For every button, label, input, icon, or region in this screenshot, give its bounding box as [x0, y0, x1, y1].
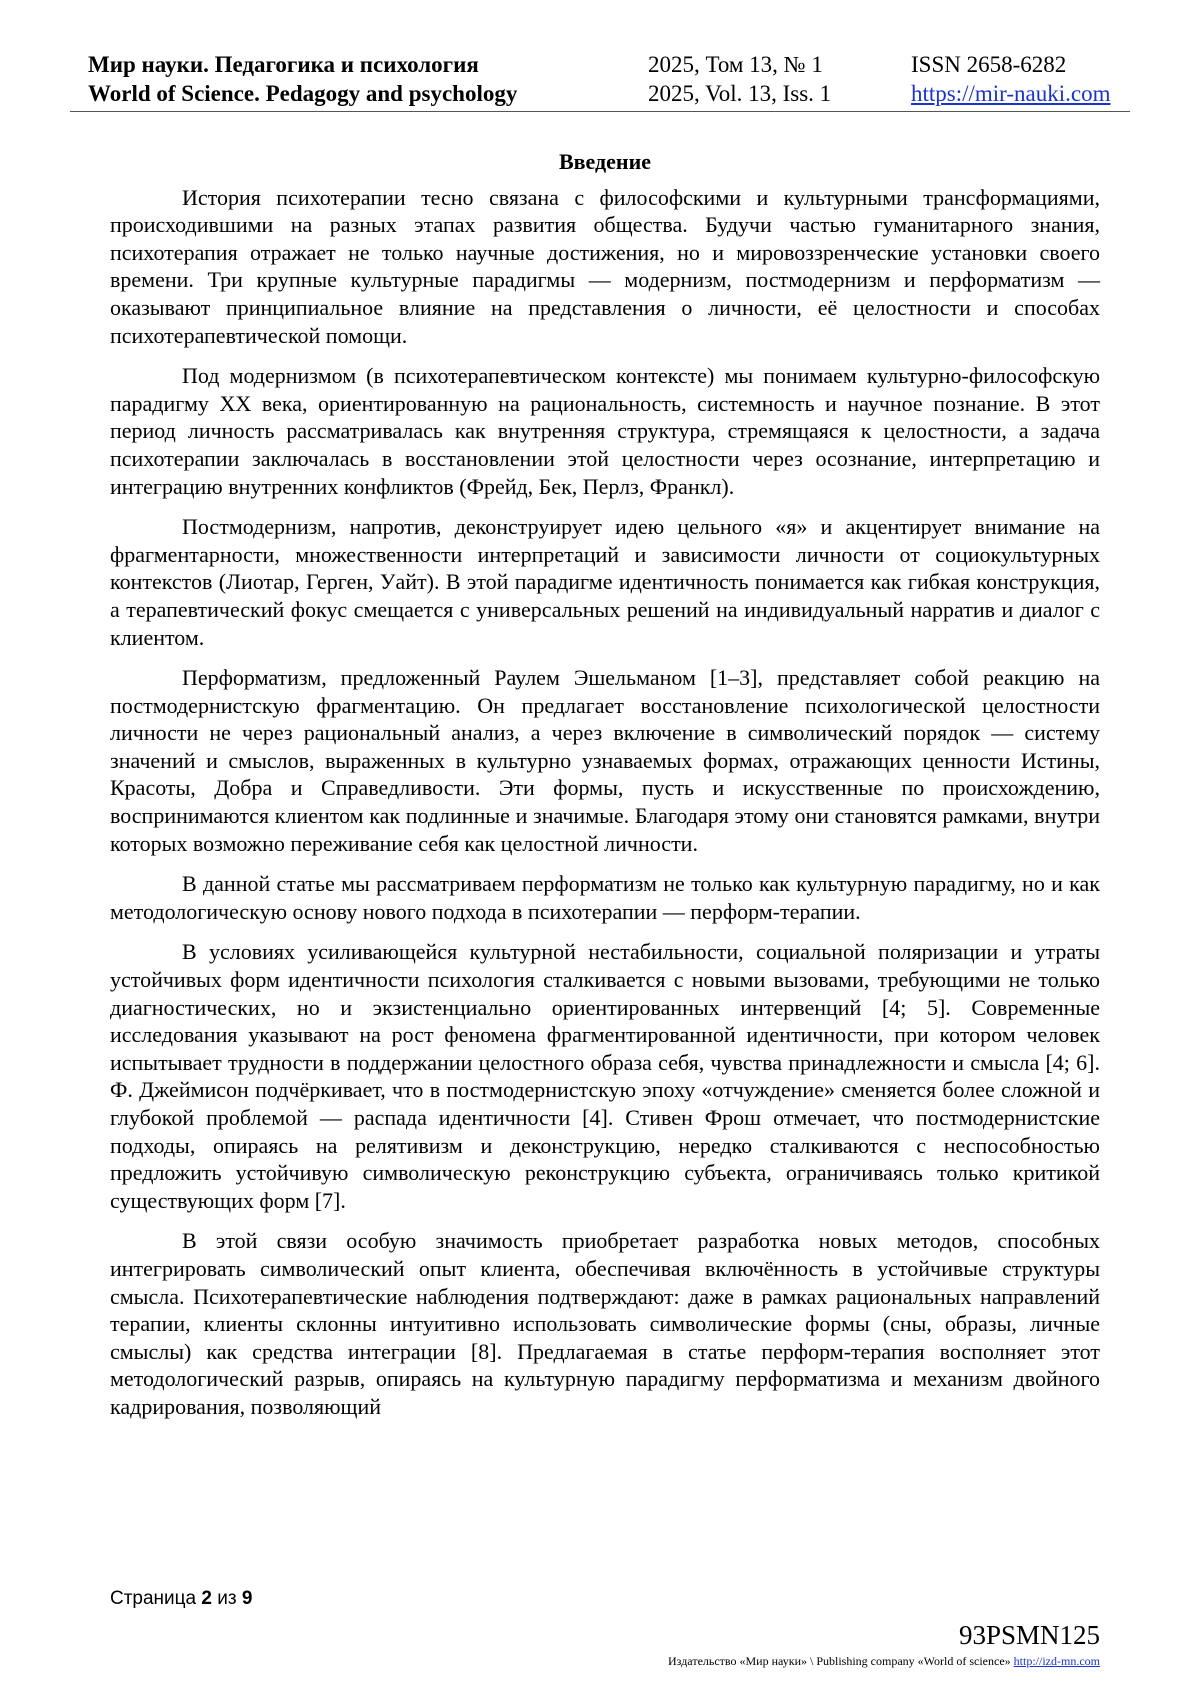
issue-info [648, 50, 831, 108]
journal-title-ru: Мир науки. Педагогика и психология [88, 52, 479, 77]
paragraph: В условиях усиливающейся культурной нестабильности, социальной поляризации и утраты устойчивых форм идентичности психология сталкивается с новыми вызовами, требующими не только диагностических, но и экзистенциально ориентированных интервенций [4; 5]. Современные исследования указывают на рост феномена фрагментированной идентичности, при котором человек испытывает трудности в поддержании целостного образа себя, чувства принадлежности и смысла [4; 6]. Ф. Джеймисон подчёркивает, что в постмодернистскую эпоху «отчуждение» сменяется более сложной и глубокой проблемой — распада идентичности [4]. Стивен Фрош отмечает, что постмодернистские подходы, опираясь на релятивизм и деконструкцию, нередко сталкиваются с неспособностью предложить устойчивую символическую реконструкцию субъекта, ограничиваясь только критикой существующих форм [7]. [110, 939, 1100, 1213]
journal-site-link[interactable]: https://mir-nauki.com [911, 81, 1111, 106]
paragraph: История психотерапии тесно связана с философскими и культурными трансформациями, происходившими на разных этапах развития общества. Будучи частью гуманитарного знания, психотерапия отражает не только научные достижения, но и мировоззренческие установки своего времени. Три крупные культурные парадигмы — модернизм, постмодернизм и перформатизм — оказывают принципиальное влияние на представления о личности, её целостности и способах психотерапевтической помощи. [110, 184, 1100, 348]
page-of: из [217, 1588, 237, 1609]
article-code: 93PSMN125 [958, 1620, 1100, 1650]
paragraph: В этой связи особую значимость приобретает разработка новых методов, способных интегрировать символический опыт клиента, обеспечивая включённость в устойчивые структуры смысла. Психотерапевтические наблюдения подтверждают: даже в рамках рациональных направлений терапии, клиенты склонны интуитивно использовать символические формы (сны, образы, личные смыслы) как средства интеграции [8]. Предлагаемая в статье перформ-терапия восполняет этот методологический разрыв, опираясь на культурную парадигму перформатизма и механизм двойного кадрирования, позволяющий [110, 1228, 1100, 1419]
header-divider [70, 111, 1130, 112]
paragraph: В данной статье мы рассматриваем перформатизм не только как культурную парадигму, но и как методологическую основу нового подхода в психотерапии — перформ-терапии. [110, 871, 1100, 924]
page-header [88, 50, 1120, 112]
publisher-link[interactable]: http://izd-mn.com [1013, 1654, 1100, 1668]
page-word: Страница [110, 1588, 197, 1609]
page-current: 2 [201, 1588, 212, 1609]
issue-info-ru: 2025, Том 13, № 1 [648, 52, 823, 77]
issue-info-en: 2025, Vol. 13, Iss. 1 [648, 81, 832, 106]
journal-title-en: World of Science. Pedagogy and psychology [88, 81, 518, 106]
journal-ids [911, 50, 1111, 108]
publisher-text: Издательство «Мир науки» \ Publishing company «World of science» [668, 1654, 1011, 1668]
article-body [110, 148, 1100, 1434]
journal-title [88, 50, 517, 108]
paragraph: Постмодернизм, напротив, деконструирует идею цельного «я» и акцентирует внимание на фрагментарности, множественности интерпретаций и зависимости личности от социокультурных контекстов (Лиотар, Герген, Уайт). В этой парадигме идентичность понимается как гибкая конструкция, а терапевтический фокус смещается с универсальных решений на индивидуальный нарратив и диалог с клиентом. [110, 514, 1100, 650]
page-number [110, 1588, 252, 1610]
section-title: Введение [558, 149, 652, 174]
page-total: 9 [241, 1588, 253, 1609]
paragraph: Под модернизмом (в психотерапевтическом контексте) мы понимаем культурно-философскую парадигму XX века, ориентированную на рациональность, системность и научное познание. В этот период личность рассматривалась как внутренняя структура, стремящаяся к целостности, а задача психотерапии заключалась в восстановлении этой целостности через осознание, интерпретацию и интеграцию внутренних конфликтов (Фрейд, Бек, Перлз, Франкл). [110, 363, 1100, 499]
issn: ISSN 2658-6282 [911, 52, 1067, 77]
paragraph: Перформатизм, предложенный Раулем Эшельманом [1–3], представляет собой реакцию на постмодернистскую фрагментацию. Он предлагает восстановление психологической целостности личности не через рациональный анализ, а через включение в символический порядок — систему значений и смыслов, выраженных в культурно узнаваемых формах, отражающих ценности Истины, Красоты, Добра и Справедливости. Эти формы, пусть и искусственные по происхождению, воспринимаются клиентом как подлинные и значимые. Благодаря этому они становятся рамками, внутри которых возможно переживание себя как целостной личности. [110, 665, 1100, 856]
publisher-line [668, 1654, 1100, 1669]
